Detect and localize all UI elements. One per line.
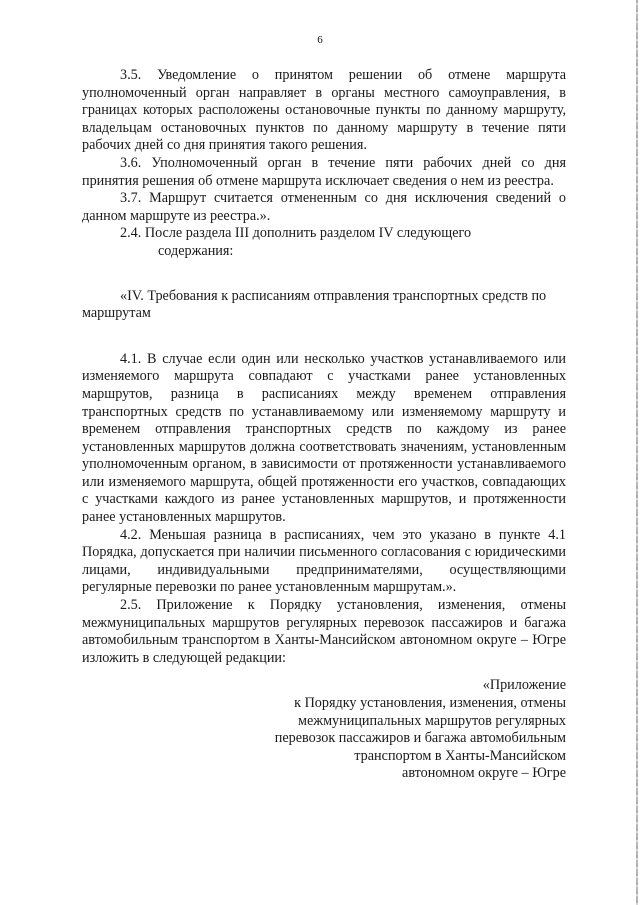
appendix-line4: перевозок пассажиров и багажа автомобильным: [274, 730, 566, 747]
appendix-line6: автономном округе – Югре: [402, 765, 566, 782]
paragraph-3-5: 3.5. Уведомление о принятом решении об отмене маршрута уполномоченный орган направляет в органы местного самоуправления, в границах которых расположены остановочные пункты по данному маршруту, владельцам остановочных пунктов по данному маршруту в течение пяти рабочих дней со дня принятия такого решения.: [82, 67, 566, 154]
paragraph-4-2: 4.2. Меньшая разница в расписаниях, чем это указано в пункте 4.1 Порядка, допускается при наличии письменного согласования с юридическими лицами, индивидуальными предпринимателями, осуществляющими регулярные перевозки по ранее установленным маршрутам.».: [82, 526, 566, 596]
appendix-line2: к Порядку установления, изменения, отмены: [294, 695, 566, 711]
appendix-line3: межмуниципальных маршрутов регулярных: [298, 712, 566, 729]
section-iv-title: [82, 288, 566, 323]
paragraph-3-6: 3.6. Уполномоченный орган в течение пяти рабочих дней со дня принятия решения об отмене маршрута исключает сведения о нем из реестра.: [82, 154, 566, 189]
scan-edge: [636, 0, 638, 905]
document-body: [82, 67, 566, 783]
paragraph-2-4-line1: 2.4. После раздела III дополнить разделом IV следующего: [120, 225, 472, 242]
section-iv-title-line2: маршрутам: [82, 305, 151, 322]
appendix-line1: «Приложение: [482, 677, 566, 694]
page-number: 6: [317, 34, 323, 46]
paragraph-2-4-line2: содержания:: [158, 242, 234, 259]
appendix-header: [82, 677, 566, 783]
section-iv-title-line1: «IV. Требования к расписаниям отправления транспортных средств по: [120, 287, 547, 304]
appendix-line5: транспортом в Ханты-Мансийском: [354, 747, 566, 764]
paragraph-2-5: 2.5. Приложение к Порядку установления, изменения, отмены межмуниципальных маршрутов регулярных перевозок пассажиров и багажа автомобильным транспортом в Ханты-Мансийском автономном округе – Югре изложить в следующей редакции:: [82, 597, 566, 666]
paragraph-4-1: 4.1. В случае если один или несколько участков устанавливаемого или изменяемого маршрута совпадают с участками ранее установленных маршрутов, разница в расписаниях между временем отправления транспортных средств по устанавливаемому или изменяемому маршруту и временем отправления транспортных средств по каждому из ранее установленных маршрутов должна соответствовать значениям, установленным уполномоченным органом, в зависимости от протяженности устанавливаемого или изменяемого маршрута, общей протяженности его участков, совпадающих с участками каждого из ранее установленных маршрутов, и протяженности ранее установленных маршрутов.: [82, 350, 566, 526]
paragraph-3-7: 3.7. Маршрут считается отмененным со дня исключения сведений о данном маршруте из реестра.».: [82, 190, 566, 224]
paragraph-2-4: [82, 225, 566, 260]
